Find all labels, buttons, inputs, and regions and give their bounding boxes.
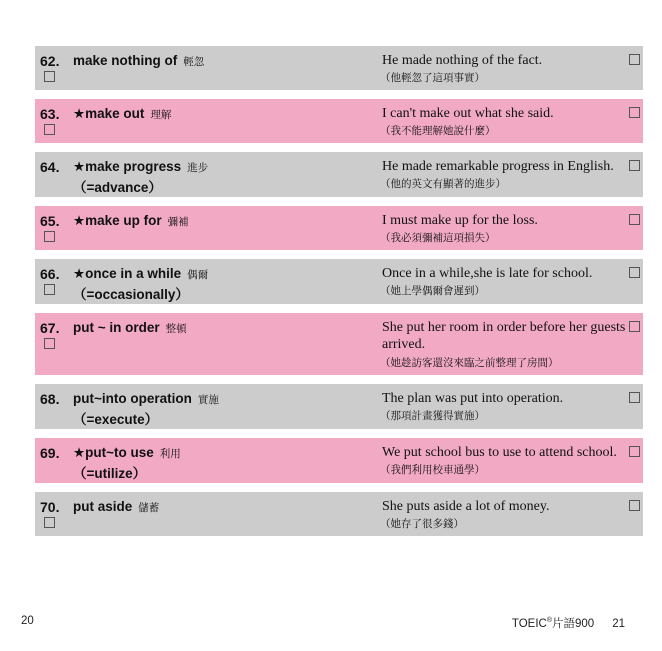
phrase-meaning: 輕忽 [183, 56, 205, 68]
example-translation: （她上學偶爾會遲到） [380, 285, 485, 297]
entry-row [35, 313, 643, 375]
checkbox-left[interactable] [44, 284, 55, 295]
phrase-text: ★make up for [73, 213, 162, 228]
phrase-text: ★put~to use [73, 445, 154, 460]
phrase-text: put ~ in order [73, 320, 160, 335]
checkbox-right[interactable] [629, 500, 640, 511]
page-number-right: 21 [612, 618, 625, 630]
entry-number: 62. [40, 53, 60, 69]
example-sentence: I must make up for the loss. [382, 213, 538, 228]
entry-phrase [73, 266, 208, 282]
entry-row [35, 46, 643, 90]
registered-mark: ® [546, 617, 553, 625]
entry-number: 70. [40, 499, 60, 515]
example-sentence: He made nothing of the fact. [382, 53, 543, 68]
phrase-meaning: 實施 [197, 394, 219, 406]
phrase-meaning: 偶爾 [187, 269, 209, 281]
example-sentence: She put her room in order before her guests arrived. [382, 320, 626, 352]
entry-phrase [73, 320, 187, 336]
entry-phrase [73, 159, 208, 175]
example-translation: （我們利用校車通學） [380, 464, 485, 476]
phrase-meaning: 儲蓄 [138, 502, 160, 514]
phrase-meaning: 利用 [159, 448, 181, 460]
checkbox-right[interactable] [629, 54, 640, 65]
running-footer [512, 615, 625, 631]
entry-phrase [73, 391, 219, 407]
checkbox-left[interactable] [44, 517, 55, 528]
phrase-text: put aside [73, 499, 133, 514]
phrase-meaning: 整頓 [165, 323, 187, 335]
entry-number: 65. [40, 213, 60, 229]
example-sentence: I can't make out what she said. [382, 106, 554, 121]
synonym: （=occasionally） [73, 287, 189, 302]
checkbox-right[interactable] [629, 392, 640, 403]
entry-row [35, 438, 643, 483]
checkbox-left[interactable] [44, 338, 55, 349]
entry-phrase [73, 445, 181, 461]
checkbox-right[interactable] [629, 446, 640, 457]
checkbox-left[interactable] [44, 231, 55, 242]
entry-row [35, 259, 643, 304]
checkbox-right[interactable] [629, 214, 640, 225]
phrase-meaning: 理解 [150, 109, 172, 121]
example-sentence: Once in a while,she is late for school. [382, 266, 593, 281]
checkbox-left[interactable] [44, 124, 55, 135]
entry-number: 68. [40, 391, 60, 407]
entry-phrase [73, 106, 171, 122]
entry-number: 63. [40, 106, 60, 122]
checkbox-right[interactable] [629, 321, 640, 332]
example-translation: （她存了很多錢） [380, 518, 464, 530]
book-title-rest: 片語900 [552, 618, 595, 630]
example-sentence: He made remarkable progress in English. [382, 159, 614, 174]
entry-row [35, 492, 643, 536]
example-translation: （我不能理解她說什麼） [380, 125, 496, 137]
entry-number: 67. [40, 320, 60, 336]
example-translation: （我必須彌補這項損失） [380, 232, 496, 244]
entry-number: 64. [40, 159, 60, 175]
entry-phrase [73, 213, 189, 229]
synonym: （=advance） [73, 180, 162, 195]
phrase-meaning: 進步 [187, 162, 209, 174]
entry-number: 66. [40, 266, 60, 282]
entry-phrase [73, 499, 159, 515]
phrase-text: make nothing of [73, 53, 178, 68]
example-translation: （她趁訪客還沒來臨之前整理了房間） [380, 357, 559, 369]
example-sentence: She puts aside a lot of money. [382, 499, 550, 514]
phrase-text: ★once in a while [73, 266, 182, 281]
example-sentence: We put school bus to use to attend school. [382, 445, 617, 460]
phrase-text: ★make progress [73, 159, 182, 174]
checkbox-right[interactable] [629, 160, 640, 171]
entry-row [35, 99, 643, 143]
example-translation: （他輕忽了這項事實） [380, 72, 485, 84]
checkbox-left[interactable] [44, 71, 55, 82]
synonym: （=utilize） [73, 466, 147, 481]
phrase-text: ★make out [73, 106, 145, 121]
entry-row [35, 152, 643, 197]
phrase-text: put~into operation [73, 391, 192, 406]
entry-row [35, 206, 643, 250]
example-translation: （那項計畫獲得實施） [380, 410, 485, 422]
checkbox-right[interactable] [629, 107, 640, 118]
entry-number: 69. [40, 445, 60, 461]
page-number-left: 20 [21, 615, 34, 627]
entry-phrase [73, 53, 204, 69]
synonym: （=execute） [73, 412, 159, 427]
entry-row [35, 384, 643, 429]
example-sentence: The plan was put into operation. [382, 391, 564, 406]
phrase-meaning: 彌補 [167, 216, 189, 228]
checkbox-right[interactable] [629, 267, 640, 278]
example-translation: （他的英文有顯著的進步） [380, 178, 506, 190]
book-title: TOEIC [511, 618, 547, 630]
